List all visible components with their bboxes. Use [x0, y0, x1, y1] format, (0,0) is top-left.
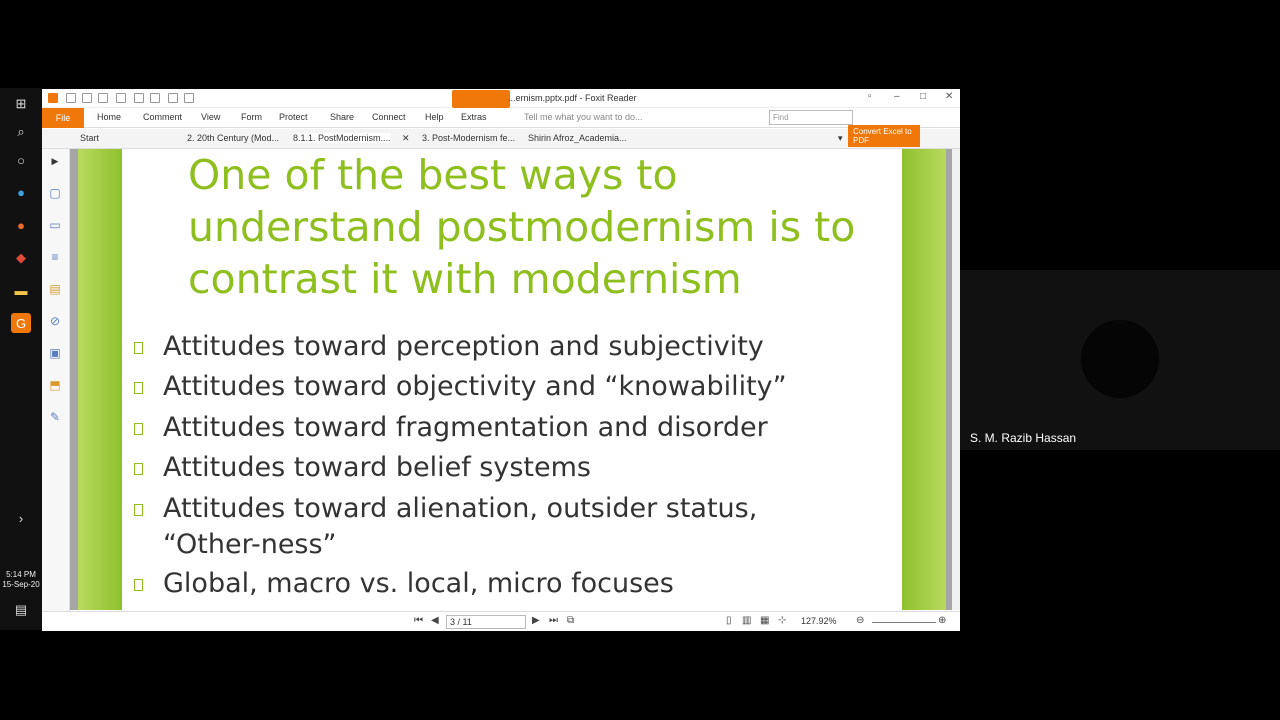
- edge-icon[interactable]: ●: [17, 184, 25, 200]
- vertical-scrollbar[interactable]: [952, 149, 960, 610]
- pages-icon[interactable]: ▭: [49, 218, 61, 232]
- clock-time: 5:14 PM: [6, 570, 36, 579]
- floating-toolbar[interactable]: [452, 90, 510, 108]
- single-page-icon[interactable]: ▯: [726, 615, 732, 626]
- bookmark-icon[interactable]: ▢: [49, 186, 61, 200]
- navigation-panel: [42, 149, 70, 611]
- customize-icon[interactable]: [184, 93, 194, 103]
- foxit-logo-icon: [48, 93, 58, 103]
- comments-icon[interactable]: ▤: [49, 282, 61, 296]
- close-icon[interactable]: ✕: [945, 91, 954, 102]
- title-bar: [42, 89, 960, 108]
- notification-icon[interactable]: ▤: [14, 602, 28, 617]
- attachments-icon[interactable]: ⊘: [49, 314, 61, 328]
- tab-extras[interactable]: Extras: [461, 112, 487, 122]
- tab-shirin-afroz[interactable]: Shirin Afroz_Academia...: [528, 133, 627, 143]
- zoom-slider[interactable]: [872, 622, 936, 623]
- signature-icon[interactable]: ✎: [49, 410, 61, 424]
- minimize-icon[interactable]: –: [894, 91, 900, 102]
- slide-right-border: [902, 149, 946, 610]
- chevron-right-icon[interactable]: ›: [18, 510, 24, 526]
- foxit-reader-window: [42, 89, 960, 631]
- fit-icon[interactable]: ⊹: [778, 615, 787, 626]
- slide-left-border: [78, 149, 122, 610]
- windows-start-icon[interactable]: ⊞: [15, 96, 27, 111]
- bullet-text: Attitudes toward objectivity and “knowability”: [163, 371, 787, 402]
- foxit-icon[interactable]: G: [11, 313, 31, 333]
- bullet-text: Attitudes toward alienation, outsider status, “Other-ness”: [163, 493, 758, 560]
- expand-panel-icon[interactable]: ▶: [51, 155, 59, 166]
- bullet-marker: [134, 342, 143, 354]
- status-bar: [42, 611, 960, 631]
- layers-icon[interactable]: ≡: [51, 250, 59, 264]
- bullet-marker: [134, 423, 143, 435]
- tab-start[interactable]: Start: [80, 133, 100, 143]
- redo-icon[interactable]: [168, 93, 178, 103]
- tab-form[interactable]: Form: [241, 112, 262, 122]
- tab-post-modernism-fe[interactable]: 3. Post-Modernism fe...: [422, 133, 516, 143]
- app-icon[interactable]: ◆: [16, 250, 26, 265]
- page-number-input[interactable]: 3 / 11: [446, 615, 526, 629]
- last-page-icon[interactable]: ⏭: [549, 615, 558, 626]
- convert-excel-to-pdf-button[interactable]: Convert Excel to PDF: [848, 125, 920, 147]
- bullet-text: Global, macro vs. local, micro focuses: [163, 568, 674, 599]
- tab-file[interactable]: File: [42, 108, 84, 128]
- ribbon: [42, 108, 960, 128]
- firefox-icon[interactable]: ●: [17, 217, 25, 233]
- tab-protect[interactable]: Protect: [279, 112, 308, 122]
- zoom-level[interactable]: 127.92%: [801, 616, 837, 626]
- bullet-marker: [134, 579, 143, 591]
- zoom-out-icon[interactable]: ⊖: [856, 615, 865, 626]
- save-icon[interactable]: [82, 93, 92, 103]
- continuous-icon[interactable]: ▥: [742, 615, 752, 626]
- facing-icon[interactable]: ▦: [760, 615, 770, 626]
- find-input[interactable]: Find: [769, 110, 853, 125]
- next-page-icon[interactable]: ▶: [532, 615, 540, 626]
- pdf-page: [122, 149, 902, 610]
- tell-me-input[interactable]: Tell me what you want to do...: [524, 112, 643, 122]
- tab-view[interactable]: View: [201, 112, 221, 122]
- chevron-down-icon[interactable]: ▾: [838, 133, 843, 143]
- snapshot-icon[interactable]: [134, 93, 144, 103]
- previous-page-icon[interactable]: ◀: [431, 615, 439, 626]
- open-icon[interactable]: [66, 93, 76, 103]
- undo-icon[interactable]: [150, 93, 160, 103]
- tab-postmodernism-active[interactable]: 8.1.1. PostModernism....: [293, 133, 391, 143]
- maximize-icon[interactable]: □: [920, 91, 927, 102]
- avatar: [1081, 320, 1159, 398]
- tab-share[interactable]: Share: [330, 112, 355, 122]
- tab-20th-century[interactable]: 2. 20th Century (Mod...: [187, 133, 280, 143]
- bullet-text: Attitudes toward perception and subjectivity: [163, 331, 764, 362]
- participant-name: S. M. Razib Hassan: [970, 431, 1077, 445]
- bullet-marker: [134, 382, 143, 394]
- windows-taskbar: [0, 88, 42, 630]
- document-viewport[interactable]: [70, 149, 952, 610]
- bullet-text: Attitudes toward belief systems: [163, 452, 591, 483]
- print-icon[interactable]: [98, 93, 108, 103]
- hand-tool-icon[interactable]: [116, 93, 126, 103]
- tab-close-icon[interactable]: ✕: [402, 133, 410, 143]
- document-tabs: [42, 129, 960, 149]
- tab-home[interactable]: Home: [97, 112, 122, 122]
- restore-icon[interactable]: ▫: [868, 91, 872, 102]
- security-icon[interactable]: ▣: [49, 346, 61, 360]
- search-icon[interactable]: ⌕: [17, 124, 25, 139]
- file-explorer-icon[interactable]: ▬: [14, 282, 28, 298]
- first-page-icon[interactable]: ⏮: [414, 615, 423, 626]
- lock-icon[interactable]: ⬒: [49, 378, 61, 392]
- zoom-in-icon[interactable]: ⊕: [938, 615, 947, 626]
- window-title: ...ernism.pptx.pdf - Foxit Reader: [508, 93, 637, 103]
- tab-help[interactable]: Help: [425, 112, 444, 122]
- tab-comment[interactable]: Comment: [143, 112, 183, 122]
- clock-date: 15-Sep-20: [2, 580, 40, 589]
- slide-title: One of the best ways to understand postmodernism is to contrast it with modernism: [188, 151, 856, 303]
- cortana-icon[interactable]: ○: [17, 152, 25, 168]
- tab-connect[interactable]: Connect: [372, 112, 406, 122]
- bullet-marker: [134, 504, 143, 516]
- bullet-text: Attitudes toward fragmentation and disorder: [163, 412, 768, 443]
- bullet-marker: [134, 463, 143, 475]
- copy-icon[interactable]: ⧉: [567, 615, 575, 626]
